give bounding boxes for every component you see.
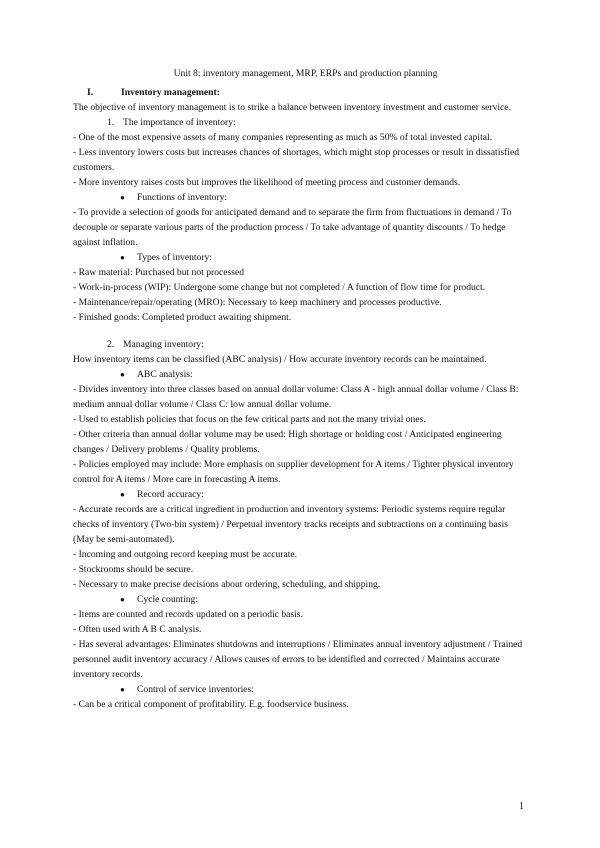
bullet-title: ABC analysis: bbox=[137, 369, 193, 380]
section-title: Inventory management: bbox=[121, 87, 220, 98]
paragraph: - Less inventory lowers costs but increases chances of shortages, which might stop processes or result in dissatisfied customers. bbox=[73, 147, 520, 173]
bullet-icon: ● bbox=[120, 490, 125, 499]
page-number: 1 bbox=[519, 801, 524, 812]
paragraph: - Has several advantages: Eliminates shutdowns and interruptions / Eliminates annual inventory adjustment / Trained personnel audit inventory accuracy / Allows causes of errors to be identified and corrected / Maintains accurate inventory records. bbox=[73, 639, 523, 680]
subsection-number: 2. bbox=[107, 339, 115, 350]
bullet-heading-cycle bbox=[73, 592, 528, 607]
paragraph: - Finished goods: Completed product awaiting shipment. bbox=[73, 312, 292, 323]
paragraph: How inventory items can be classified (ABC analysis) / How accurate inventory records can be maintained. bbox=[73, 354, 487, 365]
paragraph: - Other criteria than annual dollar volume may be used: High shortage or holding cost / Anticipated engineering changes / Delivery problems / Quality problems. bbox=[73, 429, 502, 455]
paragraph: - Work-in-process (WIP): Undergone some change but not completed / A function of flow time for product. bbox=[73, 282, 486, 293]
bullet-title: Cycle counting: bbox=[137, 594, 199, 605]
subsection-title: Managing inventory: bbox=[123, 339, 204, 350]
paragraph: - Often used with A B C analysis. bbox=[73, 624, 202, 635]
paragraph: - Stockrooms should be secure. bbox=[73, 564, 194, 575]
bullet-heading-functions bbox=[73, 190, 528, 205]
bullet-icon: ● bbox=[120, 595, 125, 604]
subsection-heading-importance bbox=[73, 115, 528, 130]
paragraph: - Divides inventory into three classes based on annual dollar volume: Class A - high annual dollar volume / Class B: medium annual dollar volume / Class C: low annual dollar volume. bbox=[73, 384, 519, 410]
document-title: Unit 8: inventory management, MRP, ERPs and production planning bbox=[173, 68, 438, 79]
section-heading bbox=[73, 85, 528, 100]
bullet-title: Functions of inventory: bbox=[137, 192, 228, 203]
paragraph: - More inventory raises costs but improves the likelihood of meeting process and customer demands. bbox=[73, 177, 461, 188]
paragraph: - Maintenance/repair/operating (MRO): Necessary to keep machinery and processes productive. bbox=[73, 297, 442, 308]
paragraph: - Raw material: Purchased but not processed bbox=[73, 267, 245, 278]
bullet-title: Record accuracy: bbox=[137, 489, 204, 500]
paragraph: - Items are counted and records updated on a periodic basis. bbox=[73, 609, 303, 620]
spacer bbox=[73, 325, 528, 337]
bullet-icon: ● bbox=[120, 370, 125, 379]
bullet-heading-record bbox=[73, 487, 528, 502]
bullet-title: Types of inventory: bbox=[137, 252, 212, 263]
paragraph: - Used to establish policies that focus on the few critical parts and not the many trivial ones. bbox=[73, 414, 426, 425]
paragraph: - Can be a critical component of profitability. E.g. foodservice business. bbox=[73, 699, 349, 710]
bullet-heading-types bbox=[73, 250, 528, 265]
section-numeral: I. bbox=[87, 87, 94, 98]
bullet-icon: ● bbox=[120, 193, 125, 202]
document-page bbox=[73, 66, 528, 712]
paragraph: - To provide a selection of goods for anticipated demand and to separate the firm from fluctuations in demand / To decouple or separate various parts of the production process / To take advantage of quantity discounts / To hedge against inflation. bbox=[73, 207, 512, 248]
paragraph: - One of the most expensive assets of many companies representing as much as 50% of total invested capital. bbox=[73, 132, 493, 143]
paragraph: - Policies employed may include: More emphasis on supplier development for A items / Tighter physical inventory control for A items / More care in forecasting A items. bbox=[73, 459, 514, 485]
paragraph: - Accurate records are a critical ingredient in production and inventory systems: Periodic systems require regular checks of inventory (Two-bin system) / Perpetual inventory tracks receipts and subtractions on a continuing basis (May be semi-automated). bbox=[73, 504, 508, 545]
subsection-heading-managing bbox=[73, 337, 528, 352]
bullet-heading-service bbox=[73, 682, 528, 697]
subsection-title: The importance of inventory: bbox=[123, 117, 236, 128]
bullet-icon: ● bbox=[120, 685, 125, 694]
section-intro: The objective of inventory management is to strike a balance between inventory investment and customer service. bbox=[73, 102, 511, 113]
paragraph: - Necessary to make precise decisions about ordering, scheduling, and shipping. bbox=[73, 579, 381, 590]
subsection-number: 1. bbox=[107, 117, 115, 128]
bullet-heading-abc bbox=[73, 367, 528, 382]
bullet-title: Control of service inventories: bbox=[137, 684, 254, 695]
bullet-icon: ● bbox=[120, 253, 125, 262]
paragraph: - Incoming and outgoing record keeping must be accurate. bbox=[73, 549, 298, 560]
